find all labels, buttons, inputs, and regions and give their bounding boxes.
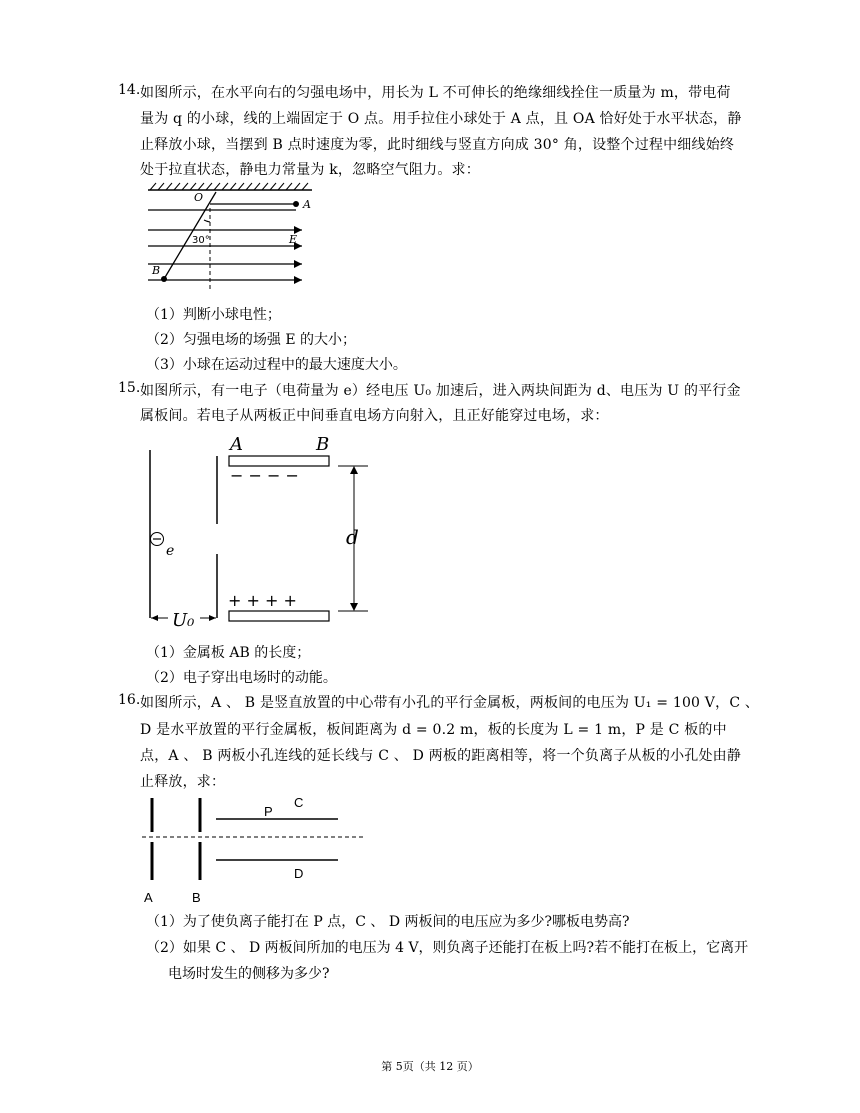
q16-figure xyxy=(140,792,372,906)
q15-plus-signs: + + + + xyxy=(228,591,297,610)
q14-label-b: B xyxy=(152,264,161,277)
q16-line-1: 如图所示，A 、 B 是竖直放置的中心带有小孔的平行金属板，两板间的电压为 U₁ = 100 V，C 、 xyxy=(140,695,760,711)
q15-label-a: A xyxy=(230,434,243,455)
q16-label-b: B xyxy=(192,890,201,905)
q16-sub-1: （1）为了使负离子能打在 P 点，C 、 D 两板间的电压应为多少?哪板电势高? xyxy=(146,914,630,930)
q14-sub-1: （1）判断小球电性； xyxy=(146,307,281,323)
q15-label-e: e xyxy=(166,543,175,559)
q14-line-2: 量为 q 的小球，线的上端固定于 O 点。用手拉住小球处于 A 点，且 OA 恰好处于水平状态，静 xyxy=(140,111,742,127)
q14-line-4: 处于拉直状态，静电力常量为 k，忽略空气阻力。求： xyxy=(140,162,480,178)
q14-label-a: A xyxy=(303,198,311,211)
q16-number: 16. xyxy=(118,692,141,708)
q15-minus-signs: − − − − xyxy=(230,466,299,485)
q15-label-d: d xyxy=(346,525,359,549)
q14-sub-2: （2）匀强电场的场强 E 的大小； xyxy=(146,332,357,348)
q16-line-3: 点，A 、 B 两板小孔连线的延长线与 C 、 D 两板的距离相等，将一个负离子从板的小孔处由静 xyxy=(140,748,742,764)
q14-label-e: E xyxy=(289,233,298,246)
q16-label-a: A xyxy=(144,890,153,905)
q14-number: 14. xyxy=(118,82,141,98)
q14-line-3: 止释放小球，当摆到 B 点时速度为零，此时细线与竖直方向成 30° 角，设整个过程中细线始终 xyxy=(140,137,735,153)
q14-line-1: 如图所示，在水平向右的匀强电场中，用长为 L 不可伸长的绝缘细线拴住一质量为 m，带电荷 xyxy=(140,85,731,101)
q15-label-u0: U₀ xyxy=(172,610,195,630)
q15-sub-2: （2）电子穿出电场时的动能。 xyxy=(146,670,337,686)
q15-figure xyxy=(142,428,378,630)
q16-label-c: C xyxy=(294,795,304,810)
q16-sub-2: （2）如果 C 、 D 两板间所加的电压为 4 V，则负离子还能打在板上吗?若不能打在板上，它离开 xyxy=(146,940,749,956)
q15-sub-1: （1）金属板 AB 的长度； xyxy=(146,645,311,661)
q15-number: 15. xyxy=(118,380,141,396)
q16-sub-2-cont: 电场时发生的侧移为多少? xyxy=(168,966,330,982)
q15-label-b: B xyxy=(316,434,330,455)
q14-label-o: O xyxy=(194,191,204,204)
q15-line-1: 如图所示，有一电子（电荷量为 e）经电压 U₀ 加速后，进入两块间距为 d、电压为 U 的平行金 xyxy=(140,383,741,399)
q14-label-angle: 30° xyxy=(192,235,210,246)
q16-label-d: D xyxy=(294,866,304,881)
q15-line-2: 属板间。若电子从两板正中间垂直电场方向射入，且正好能穿过电场，求： xyxy=(140,408,609,424)
q16-line-4: 止释放，求： xyxy=(140,774,226,790)
q16-line-2: D 是水平放置的平行金属板，板间距离为 d = 0.2 m，板的长度为 L = 1 m，P 是 C 板的中 xyxy=(140,722,727,738)
page-footer: 第 5页（共 12 页） xyxy=(381,1060,479,1073)
q14-figure xyxy=(146,182,318,294)
q16-label-p: P xyxy=(264,804,273,819)
q14-sub-3: （3）小球在运动过程中的最大速度大小。 xyxy=(146,357,407,373)
